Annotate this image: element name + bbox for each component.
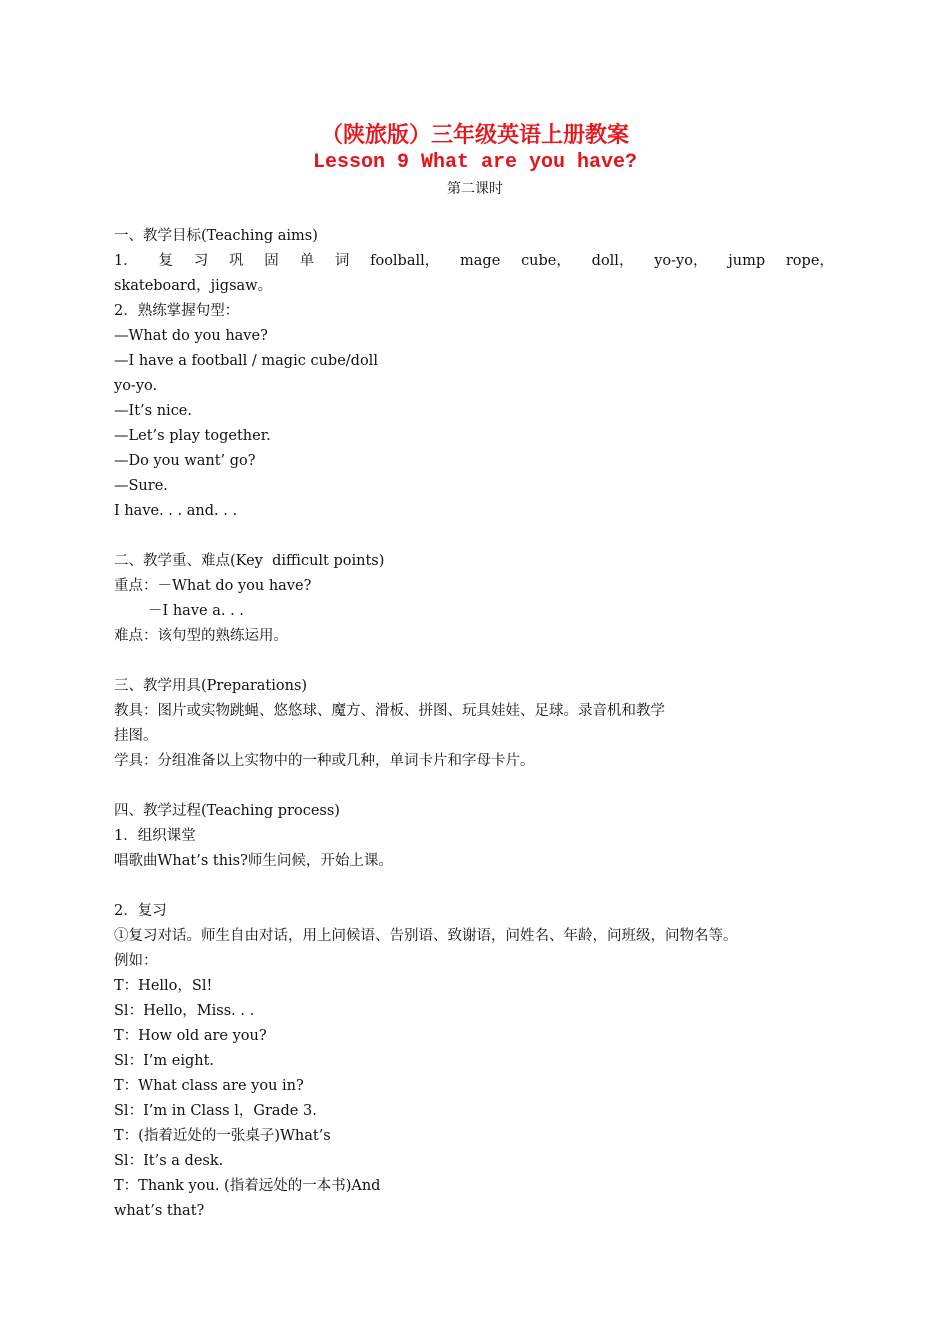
text-line: —What do you have? [114, 328, 268, 344]
dialog-line: T：Thank you. (指着远处的一本书)And [114, 1178, 381, 1194]
dialog-line: Sl：Hello，Miss. . . [114, 1003, 255, 1019]
vocab-part: 词 [334, 253, 350, 269]
dialog-line: T：Hello，Sl! [114, 978, 213, 994]
text-line: 1．组织课堂 [114, 828, 196, 844]
text-line: —Do you want’ go? [114, 453, 256, 469]
text-line: —Let’s play together. [114, 428, 271, 444]
vocab-part: 巩 [229, 253, 244, 269]
text-line: 教具：图片或实物跳蝇、悠悠球、魔方、滑板、拼图、玩具娃娃、足球。录音机和教学 [114, 703, 665, 719]
vocab-part: 固 [264, 253, 279, 269]
vocab-part: jump [728, 253, 766, 269]
lesson-period: 第二课时 [447, 181, 503, 197]
spacer [114, 774, 834, 799]
section-heading-aims: 一、教学目标(Teaching aims) [114, 228, 318, 244]
title-block [0, 122, 950, 201]
spacer [114, 524, 834, 549]
vocab-part: mage [460, 253, 501, 269]
text-line: 2．熟练掌握句型： [114, 303, 240, 319]
text-line: 2．复习 [114, 903, 167, 919]
text-line: yo-yo. [114, 378, 158, 394]
text-line: 挂图。 [114, 728, 158, 744]
text-line: 学具：分组准备以上实物中的一种或几种，单词卡片和字母卡片。 [114, 753, 535, 769]
text-line: ①复习对话。师生自由对话，用上问候语、告别语、致谢语，问姓名、年龄，问班级，问物名等。 [114, 928, 738, 944]
dialog-line: what’s that? [114, 1203, 205, 1219]
vocab-part: foolball， [370, 253, 440, 269]
vocab-part: yo-yo， [654, 253, 708, 269]
text-line: －I have a. . . [148, 603, 244, 619]
aims-vocab-line [114, 249, 834, 274]
dialog-line: T：(指着近处的一张桌子)What’s [114, 1128, 331, 1144]
dialog-line: T：What class are you in? [114, 1078, 304, 1094]
text-line: —It’s nice. [114, 403, 193, 419]
lesson-title: Lesson 9 What are you have? [312, 151, 638, 174]
section-heading-process: 四、教学过程(Teaching process) [114, 803, 340, 819]
text-line: 例如： [114, 953, 158, 969]
vocab-part: 习 [193, 253, 209, 269]
text-line: —Sure. [114, 478, 168, 494]
dialog-line: Sl：I’m eight. [114, 1053, 215, 1069]
dialog-line: Sl：I’m in Class l，Grade 3. [114, 1103, 317, 1119]
spacer [114, 874, 834, 899]
text-line: I have. . . and. . . [114, 503, 238, 519]
dialog-line: T：How old are you? [114, 1028, 267, 1044]
section-heading-preparations: 三、教学用具(Preparations) [114, 678, 308, 694]
text-line: 难点：该句型的熟练运用。 [114, 628, 288, 644]
vocab-part: rope， [785, 253, 834, 269]
vocab-part: 复 [158, 253, 173, 269]
vocab-part: 单 [299, 253, 315, 269]
text-line: —I have a football / magic cube/doll [114, 353, 378, 369]
text-line: 重点：－What do you have? [114, 578, 312, 594]
spacer [114, 649, 834, 674]
document-title: （陕旅版）三年级英语上册教案 [320, 123, 629, 148]
dialog-line: Sl：It’s a desk. [114, 1153, 224, 1169]
document-body [114, 224, 834, 1224]
vocab-part: doll， [591, 253, 634, 269]
vocab-part: cube， [521, 253, 571, 269]
text-line: 唱歌曲What’s this?师生问候，开始上课。 [114, 853, 393, 869]
vocab-part: 1． [114, 253, 138, 269]
text-line: skateboard，jigsaw。 [114, 278, 273, 294]
section-heading-key-points: 二、教学重、难点(Key difficult points) [114, 553, 385, 569]
